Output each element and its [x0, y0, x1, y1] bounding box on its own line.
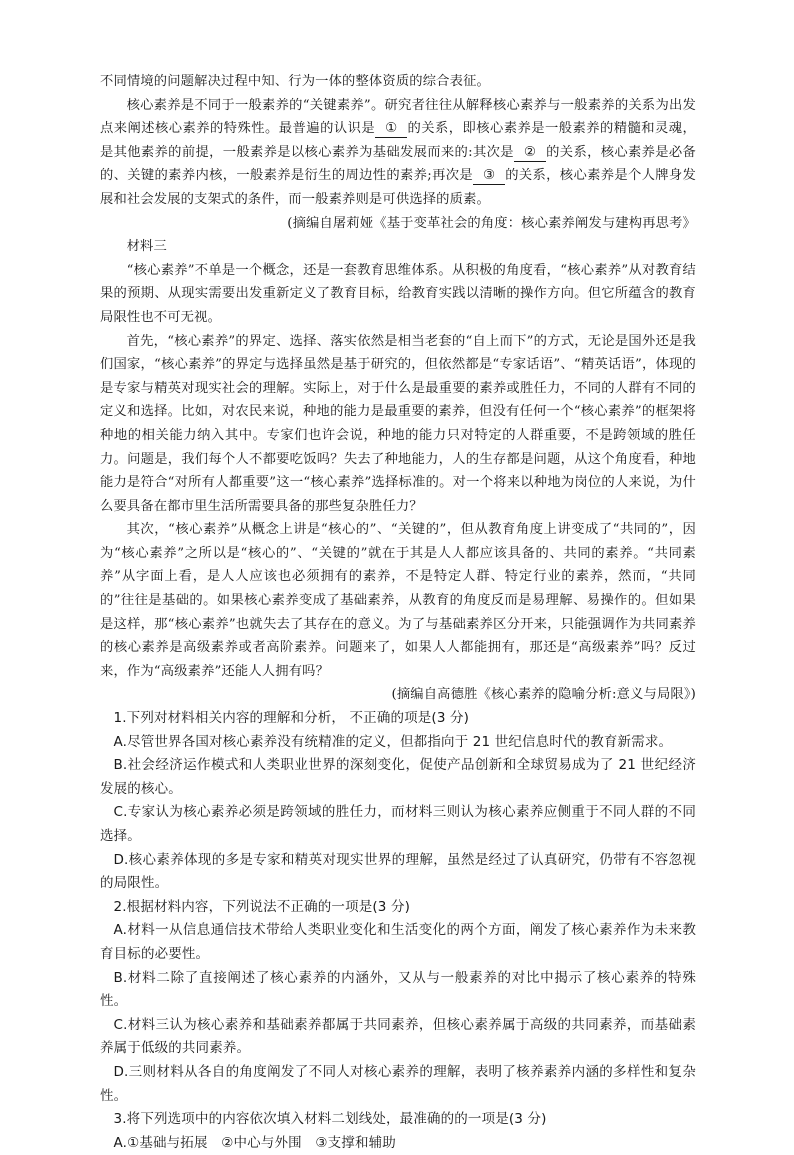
paragraph-text: 核心素养是不同于一般素养的“关键素养”。研究者往往从解释核心素养与一般素养的关系为出发点来阐述核心素养的特殊性。最普遍的认识是	[100, 97, 696, 137]
material3-paragraph-2: 首先，“核心素养”的界定、选择、落实依然是相当老套的“自上而下”的方式，无论是国外还是我们国家，“核心素养”的界定与选择虽然是基于研究的，但依然都是“专家话语”、“精英话语”，体现的是专家与精英对现实社会的理解。实际上，对于什么是最重要的素养或胜任力，不同的人群有不同的定义和选择。比如，对农民来说，种地的能力是最重要的素养，但没有任何一个“核心素养”的框架将种地的相关能力纳入其中。专家们也许会说，种地的能力只对特定的人群重要，不是跨领域的胜任力。问题是，我们每个人不都要吃饭吗？失去了种地能力，人的生存都是问题，从这个角度看，种地能力是符合“对所有人都重要”这一“核心素养”选择标准的。对一个将来以种地为岗位的人来说，为什么要具备在都市里生活所需要具备的那些复杂胜任力？	[100, 333, 696, 514]
question-3-option-a: A.①基础与拓展 ②中心与外围 ③支撑和辅助	[113, 1134, 396, 1151]
exam-page	[100, 70, 696, 1155]
material2-paragraph	[100, 94, 696, 212]
question-1-option-b: B.社会经济运作模式和人类职业世界的深刻变化，促使产品创新和全球贸易成为了 21 世纪经济发展的核心。	[100, 757, 696, 797]
material2-source: (摘编自屠莉娅《基于变革社会的角度：核心素养阐发与建构再思考》	[287, 215, 696, 231]
fill-blank-2: ②	[514, 145, 546, 162]
fill-blank-1: ①	[375, 121, 407, 138]
question-2-option-d: D.三则材料从各自的角度阐发了不同人对核心素养的理解，表明了核养素养内涵的多样性和复杂性。	[100, 1063, 696, 1104]
fill-blank-3: ③	[473, 168, 505, 185]
question-2-option-a: A.材料一从信息通信技术带给人类职业变化和生活变化的两个方面，阐发了核心素养作为未来教育目标的必要性。	[100, 922, 696, 962]
question-1-option-a: A.尽管世界各国对核心素养没有统精准的定义，但都指向于 21 世纪信息时代的教育新需求。	[113, 733, 673, 750]
question-3-stem: 3.将下列选项中的内容依次填入材料二划线处，最准确的的一项是(3 分)	[113, 1111, 547, 1128]
question-1-option-d: D.核心素养体现的多是专家和精英对现实世界的理解，虽然是经过了认真研究，仍带有不容忽视的局限性。	[100, 851, 696, 892]
material3-heading: 材料三	[126, 239, 167, 255]
question-2-option-b: B.材料二除了直接阐述了核心素养的内涵外，又从与一般素养的对比中揭示了核心素养的特殊性。	[100, 969, 696, 1010]
material2-closing-line: 不同情境的问题解决过程中知、行为一体的整体资质的综合表征。	[100, 74, 490, 89]
paragraph-text: 的关系，核心素养是必备的、关键的素养内核，一般素养是衍生的周边性的素养;再次是	[100, 144, 696, 184]
question-1-stem: 1.下列对材料相关内容的理解和分析， 不正确的项是(3 分)	[113, 710, 470, 727]
question-2-stem: 2.根据材料内容，下列说法不正确的一项是(3 分)	[113, 898, 411, 915]
question-1-option-c: C.专家认为核心素养必须是跨领域的胜任力，而材料三则认为核心素养应侧重于不同人群的不同选择。	[100, 804, 696, 844]
material3-paragraph-3: 其次，“核心素养”从概念上讲是“核心的”、“关键的”，但从教育角度上讲变成了“共同的”，因为“核心素养”之所以是“核心的”、“关键的”就在于其是人人都应该具备的、共同的素养。“共同素养”从字面上看，是人人应该也必须拥有的素养，不是特定人群、特定行业的素养，然而，“共同的”往往是基础的。如果核心素养变成了基础素养，从教育的角度反而是易理解、易操作的。但如果是这样，那“核心素养”也就失去了其存在的意义。为了与基础素养区分开来，只能强调作为共同素养的核心素养是高级素养或者高阶素养。问题来了，如果人人都能拥有，那还是“高级素养”吗？反过来，作为“高级素养”还能人人拥有吗？	[100, 522, 696, 679]
question-2-option-c: C.材料三认为核心素养和基础素养都属于共同素养，但核心素养属于高级的共同素养，而基础素养属于低级的共同素养。	[100, 1016, 696, 1057]
material3-source: (摘编自高德胜《核心素养的隐喻分析:意义与局限》)	[391, 687, 696, 703]
material3-paragraph-1: “核心素养”不单是一个概念，还是一套教育思维体系。从积极的角度看，“核心素养”从对教育结果的预期、从现实需要出发重新定义了教育目标，给教育实践以清晰的操作方向。但它所蕴含的教育局限性也不可无视。	[100, 262, 696, 325]
paragraph-text: 的关系，即核心素养是一般素养的精髓和灵魂，是其他素养的前提，一般素养是以核心素养为基础发展而来的:其次是	[100, 121, 697, 160]
paragraph-text: 的关系，核心素养是个人牌身发展和社会发展的支架式的条件，而一般素养则是可供选择的质素。	[100, 168, 696, 207]
